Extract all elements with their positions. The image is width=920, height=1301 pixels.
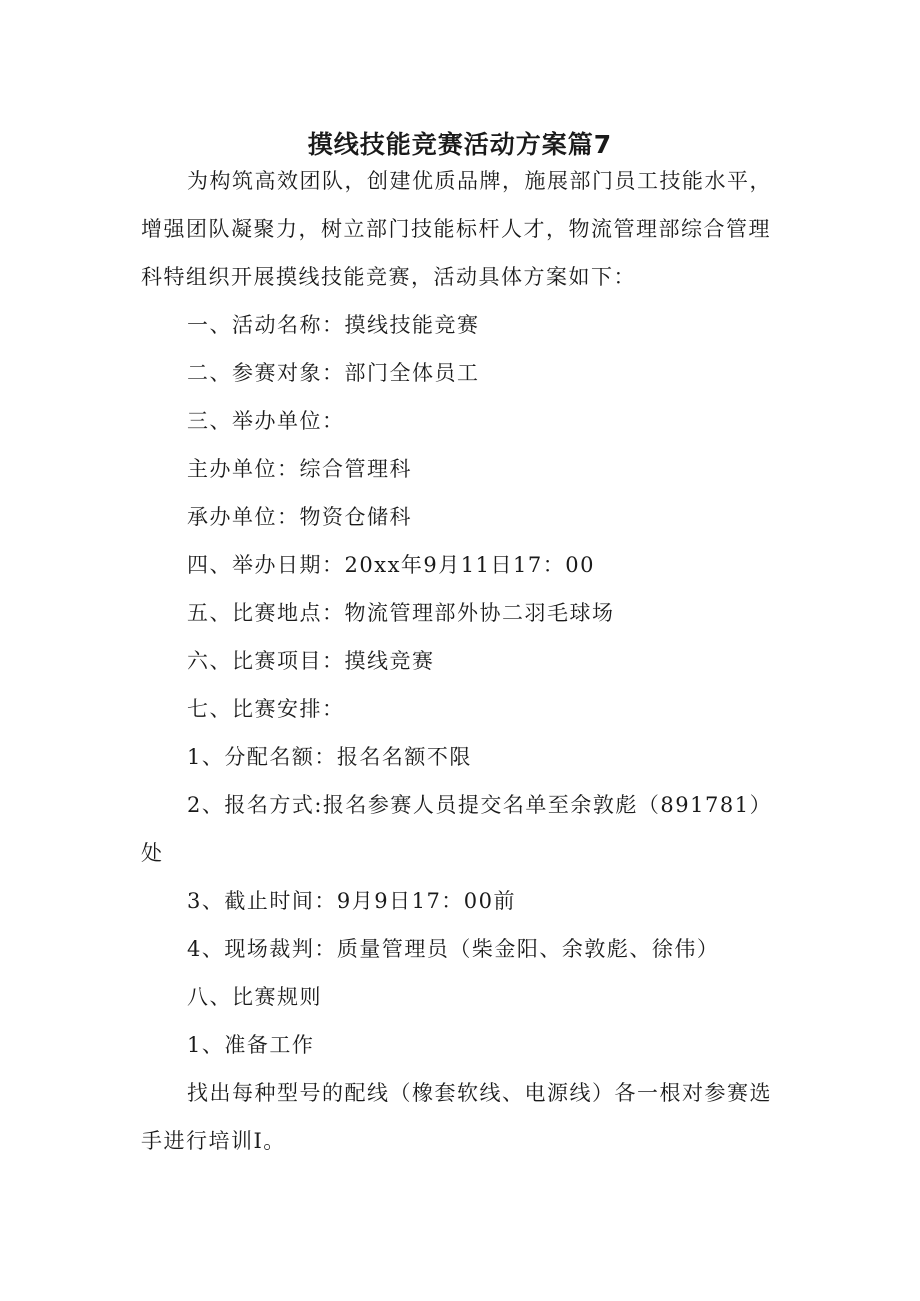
paragraph-deadline: 3、截止时间：9月9日17：00前 (187, 889, 517, 913)
paragraph-organizers-heading: 三、举办单位： (187, 409, 345, 433)
paragraph-event: 六、比赛项目：摸线竞赛 (187, 649, 435, 673)
paragraph-judges: 4、现场裁判：质量管理员（柴金阳、余敦彪、徐伟） (187, 937, 720, 961)
paragraph-preparation-heading: 1、准备工作 (187, 1033, 315, 1057)
paragraph-organizing-unit: 承办单位：物资仓储科 (187, 505, 412, 529)
paragraph-arrangement-heading: 七、比赛安排： (187, 697, 345, 721)
paragraph-host-unit: 主办单位：综合管理科 (187, 457, 412, 481)
document-body (141, 157, 786, 1165)
paragraph-intro: 为构筑高效团队，创建优质品牌，施展部门员工技能水平，增强团队凝聚力，树立部门技能标杆人才，物流管理部综合管理科特组织开展摸线技能竞赛，活动具体方案如下： (141, 169, 772, 289)
paragraph-rules-heading: 八、比赛规则 (187, 985, 322, 1009)
document-title: 摸线技能竞赛活动方案篇7 (307, 129, 613, 159)
paragraph-registration: 2、报名方式:报名参赛人员提交名单至余敦彪（891781）处 (141, 793, 773, 865)
paragraph-participants: 二、参赛对象：部门全体员工 (187, 361, 480, 385)
paragraph-activity-name: 一、活动名称：摸线技能竞赛 (187, 313, 480, 337)
paragraph-preparation: 找出每种型号的配线（橡套软线、电源线）各一根对参赛选手进行培训I。 (141, 1081, 772, 1153)
paragraph-venue: 五、比赛地点：物流管理部外协二羽毛球场 (187, 601, 615, 625)
paragraph-quota: 1、分配名额：报名名额不限 (187, 745, 472, 769)
paragraph-date: 四、举办日期：20xx年9月11日17：00 (187, 553, 595, 577)
